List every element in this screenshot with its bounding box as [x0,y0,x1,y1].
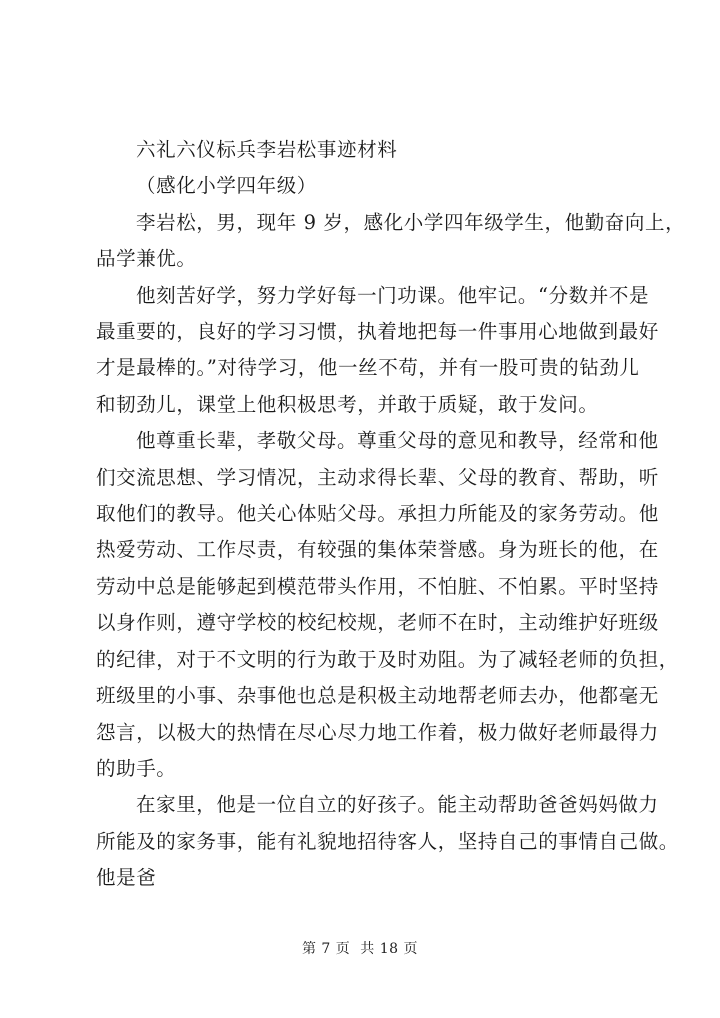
page-footer [0,938,720,958]
document-subtitle: （感化小学四年级） [136,174,317,198]
paragraph-4-line-3: 他是爸 [96,866,157,890]
paragraph-4-line-2: 所能及的家务事，能有礼貌地招待客人，坚持自己的事情自己做。 [96,829,679,853]
paragraph-3-line-1: 他尊重长辈，孝敬父母。尊重父母的意见和教导，经常和他 [136,429,659,453]
paragraph-2-line-2: 最重要的，良好的学习习惯，执着地把每一件事用心地做到最好 [96,320,659,344]
paragraph-1-line-2: 品学兼优。 [96,247,197,271]
paragraph-1-line-1: 李岩松，男，现年 9 岁，感化小学四年级学生，他勤奋向上， [136,210,686,234]
page-number: 第 7 页 [301,941,351,957]
paragraph-3-line-3: 取他们的教导。他关心体贴父母。承担力所能及的家务劳动。他 [96,502,659,526]
page-total: 共 18 页 [360,941,419,957]
document-title: 六礼六仪标兵李岩松事迹材料 [136,138,398,161]
paragraph-2-line-1: 他刻苦好学，努力学好每一门功课。他牢记。“分数并不是 [136,283,650,307]
paragraph-3-line-9: 怨言，以极大的热情在尽心尽力地工作着，极力做好老师最得力 [96,720,659,744]
paragraph-3-line-7: 的纪律，对于不文明的行为敢于及时劝阻。为了减轻老师的负担， [96,647,679,671]
paragraph-3-line-6: 以身作则，遵守学校的校纪校规，老师不在时，主动维护好班级 [96,611,659,635]
paragraph-3-line-10: 的助手。 [96,756,177,780]
paragraph-2-line-4: 和韧劲儿，课堂上他积极思考，并敢于质疑，敢于发问。 [96,392,599,416]
paragraph-3-line-2: 们交流思想、学习情况，主动求得长辈、父母的教育、帮助，听 [96,465,659,489]
paragraph-4-line-1: 在家里，他是一位自立的好孩子。能主动帮助爸爸妈妈做力 [136,793,659,817]
paragraph-3-line-8: 班级里的小事、杂事他也总是积极主动地帮老师去办，他都毫无 [96,684,659,708]
paragraph-2-line-3: 才是最棒的。”对待学习，他一丝不苟，并有一股可贵的钻劲儿 [96,356,640,380]
paragraph-3-line-4: 热爱劳动、工作尽责，有较强的集体荣誉感。身为班长的他，在 [96,538,659,562]
paragraph-3-line-5: 劳动中总是能够起到模范带头作用，不怕脏、不怕累。平时坚持 [96,574,659,598]
document-body [96,132,686,897]
